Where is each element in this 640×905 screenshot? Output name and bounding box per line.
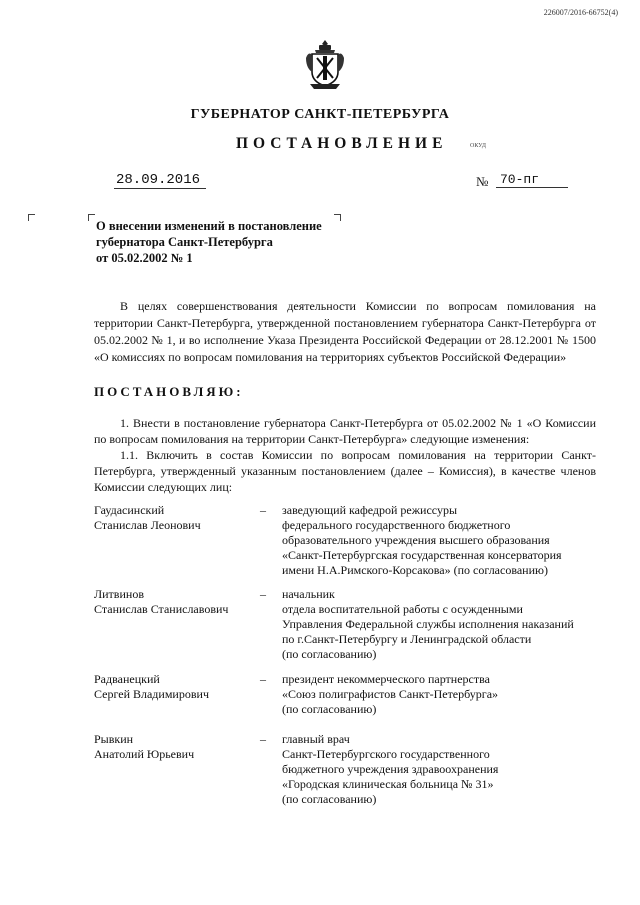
subject-line: от 05.02.2002 № 1 <box>96 251 193 265</box>
member-surname: Радванецкий <box>94 672 160 686</box>
document-type-heading: ПОСТАНОВЛЕНИЕ <box>236 135 448 152</box>
corner-mark-subject-left <box>88 214 95 221</box>
issuer-heading: ГУБЕРНАТОР САНКТ-ПЕТЕРБУРГА <box>190 107 450 122</box>
document-id: 226007/2016-66752(4) <box>543 8 618 17</box>
subject-line: губернатора Санкт-Петербурга <box>96 235 273 249</box>
member-name <box>94 672 264 702</box>
clause-1: 1. Внести в постановление губернатора Санкт-Петербурга от 05.02.2002 № 1 «О Комиссии по вопросам помилования на территории Санкт-Петербурга» следующие изменения: <box>94 416 596 446</box>
position-line: (по согласованию) <box>282 647 377 661</box>
member-dash: – <box>260 732 266 746</box>
position-line: главный врач <box>282 732 350 746</box>
position-line: бюджетного учреждения здравоохранения <box>282 762 499 776</box>
document-date: 28.09.2016 <box>114 172 206 189</box>
member-given-names: Анатолий Юрьевич <box>94 747 195 761</box>
member-position <box>282 732 604 807</box>
member-given-names: Станислав Леонович <box>94 518 201 532</box>
member-name <box>94 732 264 762</box>
position-line: Управления Федеральной службы исполнения наказаний <box>282 617 574 631</box>
position-line: имени Н.А.Римского-Корсакова» (по согласованию) <box>282 563 548 577</box>
subject-line: О внесении изменений в постановление <box>96 219 322 233</box>
member-surname: Рывкин <box>94 732 134 746</box>
coat-of-arms-emblem <box>304 38 346 90</box>
clause-1-1: 1.1. Включить в состав Комиссии по вопросам помилования на территории Санкт-Петербурга, утвержденный указанным постановлением (далее – Комиссия), в качестве членов Комиссии следующих лиц: <box>94 448 596 494</box>
member-position <box>282 503 604 578</box>
number-sign: № <box>476 174 489 189</box>
member-position <box>282 587 604 662</box>
member-dash: – <box>260 503 266 517</box>
subject-block <box>96 218 322 266</box>
position-line: Санкт-Петербургского государственного <box>282 747 490 761</box>
okud-code-label: ОКУД <box>470 143 486 149</box>
document-number: 70-пг <box>496 172 568 188</box>
decree-word: ПОСТАНОВЛЯЮ: <box>94 384 244 399</box>
position-line: «Санкт-Петербургская государственная консерватория <box>282 548 562 562</box>
position-line: президент некоммерческого партнерства <box>282 672 490 686</box>
position-line: отдела воспитательной работы с осужденными <box>282 602 523 616</box>
member-given-names: Сергей Владимирович <box>94 687 209 701</box>
position-line: по г.Санкт-Петербургу и Ленинградской области <box>282 632 532 646</box>
member-given-names: Станислав Станиславович <box>94 602 229 616</box>
position-line: (по согласованию) <box>282 702 377 716</box>
position-line: образовательного учреждения высшего образования <box>282 533 550 547</box>
position-line: (по согласованию) <box>282 792 377 806</box>
preamble-paragraph: В целях совершенствования деятельности Комиссии по вопросам помилования на территории Санкт-Петербурга, утвержденной постановлением губернатора Санкт-Петербурга от 05.02.2002 № 1, и во исполнение Указа Президента Российской Федерации от 28.12.2001 № 1500 «О комиссиях по вопросам помилования на территориях субъектов Российской Федерации» <box>94 299 596 364</box>
corner-mark-subject-right <box>334 214 341 221</box>
member-name <box>94 587 264 617</box>
member-dash: – <box>260 672 266 686</box>
corner-mark-left <box>28 214 35 221</box>
position-line: «Городская клиническая больница № 31» <box>282 777 494 791</box>
member-surname: Литвинов <box>94 587 144 601</box>
position-line: начальник <box>282 587 335 601</box>
member-surname: Гаудасинский <box>94 503 165 517</box>
position-line: федерального государственного бюджетного <box>282 518 511 532</box>
position-line: заведующий кафедрой режиссуры <box>282 503 458 517</box>
member-position <box>282 672 604 717</box>
position-line: «Союз полиграфистов Санкт-Петербурга» <box>282 687 499 701</box>
member-name <box>94 503 264 533</box>
member-dash: – <box>260 587 266 601</box>
